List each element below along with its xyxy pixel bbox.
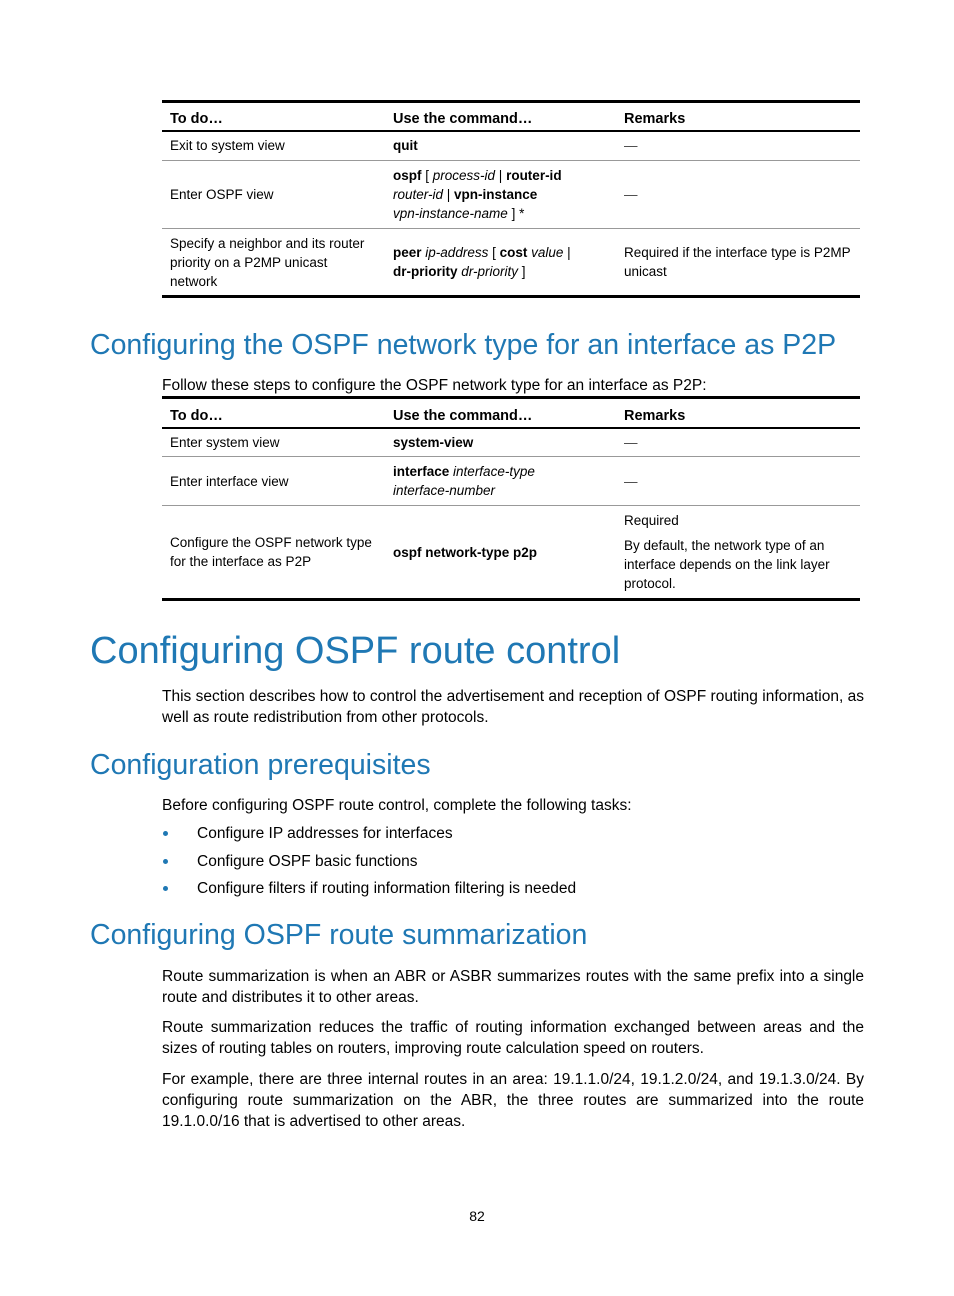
remark-required: Required (624, 513, 679, 528)
list-item (162, 878, 576, 906)
list-item-text: Configure IP addresses for interfaces (197, 825, 453, 842)
prerequisites-list (162, 823, 576, 906)
command-table-1 (162, 100, 860, 298)
cell-remark: — (624, 138, 638, 154)
cell-command (385, 131, 616, 161)
cmd-keyword: router-id (506, 168, 562, 183)
cmd-text: | (563, 245, 571, 260)
cmd-text: [ (488, 245, 500, 260)
table-row (162, 506, 860, 600)
header-todo: To do… (170, 110, 223, 127)
section-heading-p2p: Configuring the OSPF network type for an interface as P2P (90, 329, 837, 361)
cmd-text: ] * (507, 206, 525, 221)
header-remarks: Remarks (624, 407, 686, 424)
cell-todo: Specify a neighbor and its router priority on a P2MP unicast network (170, 235, 365, 289)
cmd-keyword: system-view (393, 434, 474, 450)
cmd-arg: interface-number (393, 483, 496, 498)
list-item (162, 823, 576, 851)
header-remarks: Remarks (624, 110, 686, 127)
header-command: Use the command… (393, 110, 533, 127)
cmd-arg: process-id (432, 168, 496, 183)
table-row (162, 161, 860, 229)
list-item-text: Configure filters if routing information filtering is needed (197, 880, 577, 897)
cmd-text: | (443, 187, 455, 202)
summarization-para-3: For example, there are three internal routes in an area: 19.1.1.0/24, 19.1.2.0/24, and 19.1.3.0/24. By configuring route summarization on the ABR, the three routes are summarized into the route 19.1.0.0/16 that is advertised to other areas. (162, 1071, 864, 1130)
page-number: 82 (469, 1208, 485, 1224)
cmd-text: [ (421, 168, 433, 183)
list-item-text: Configure OSPF basic functions (197, 852, 418, 870)
cmd-keyword: quit (393, 138, 418, 154)
cell-remark (616, 506, 860, 600)
cell-todo: Enter system view (170, 434, 280, 450)
cmd-arg: dr-priority (461, 264, 519, 279)
table-header-row (162, 102, 860, 131)
table-row (162, 229, 860, 297)
cell-remark: — (624, 434, 638, 450)
bullet-icon (163, 886, 168, 891)
table-row (162, 457, 860, 506)
cell-todo: Exit to system view (170, 138, 285, 154)
cell-remark: — (624, 473, 638, 489)
cmd-keyword: dr-priority (393, 264, 458, 279)
header-todo: To do… (170, 407, 223, 424)
cell-command (385, 428, 616, 457)
bullet-icon (163, 831, 168, 836)
command-table-2 (162, 396, 860, 601)
header-command: Use the command… (393, 407, 533, 424)
cell-command (385, 161, 616, 229)
summarization-para-1: Route summarization is when an ABR or ASBR summarizes routes with the same prefix into a single route and distributes it to other areas. (162, 968, 864, 1006)
cmd-arg: vpn-instance-name (393, 206, 508, 221)
list-item (162, 851, 576, 879)
bullet-icon (163, 859, 168, 864)
cmd-arg: ip-address (425, 245, 489, 260)
section-intro-p2p: Follow these steps to configure the OSPF network type for an interface as P2P: (162, 377, 707, 394)
cell-command (385, 229, 616, 297)
cmd-text: ] (518, 264, 526, 279)
route-control-intro: This section describes how to control the advertisement and reception of OSPF routing information, as well as route redistribution from other protocols. (162, 688, 864, 726)
table-row (162, 428, 860, 457)
cmd-keyword: interface (393, 464, 450, 479)
cell-command (385, 506, 616, 600)
cmd-arg: value (531, 245, 564, 260)
cell-command (385, 457, 616, 506)
summarization-para-2: Route summarization reduces the traffic of routing information exchanged between areas and the sizes of routing tables on routers, improving route calculation speed on routers. (162, 1019, 864, 1057)
cmd-keyword: vpn-instance (454, 187, 538, 202)
cell-remark: Required if the interface type is P2MP unicast (624, 245, 851, 279)
cmd-keyword: peer (393, 245, 422, 260)
cmd-keyword: ospf (393, 168, 422, 183)
cmd-text: | (495, 168, 507, 183)
prerequisites-intro: Before configuring OSPF route control, complete the following tasks: (162, 797, 632, 814)
section-heading-prerequisites: Configuration prerequisites (90, 749, 431, 781)
cell-todo: Configure the OSPF network type for the interface as P2P (170, 535, 372, 569)
cell-remark: — (624, 187, 638, 202)
cmd-arg: interface-type (453, 464, 535, 479)
cell-todo: Enter OSPF view (170, 187, 274, 202)
chapter-heading-route-control: Configuring OSPF route control (90, 630, 621, 672)
cmd-arg: router-id (393, 187, 444, 202)
cell-todo: Enter interface view (170, 473, 289, 489)
cmd-keyword: cost (499, 245, 528, 260)
table-row (162, 131, 860, 161)
section-heading-summarization: Configuring OSPF route summarization (90, 919, 588, 951)
remark-default: By default, the network type of an interface depends on the link layer protocol. (624, 538, 830, 591)
cmd-keyword: ospf network-type p2p (393, 544, 538, 560)
table-header-row (162, 398, 860, 428)
